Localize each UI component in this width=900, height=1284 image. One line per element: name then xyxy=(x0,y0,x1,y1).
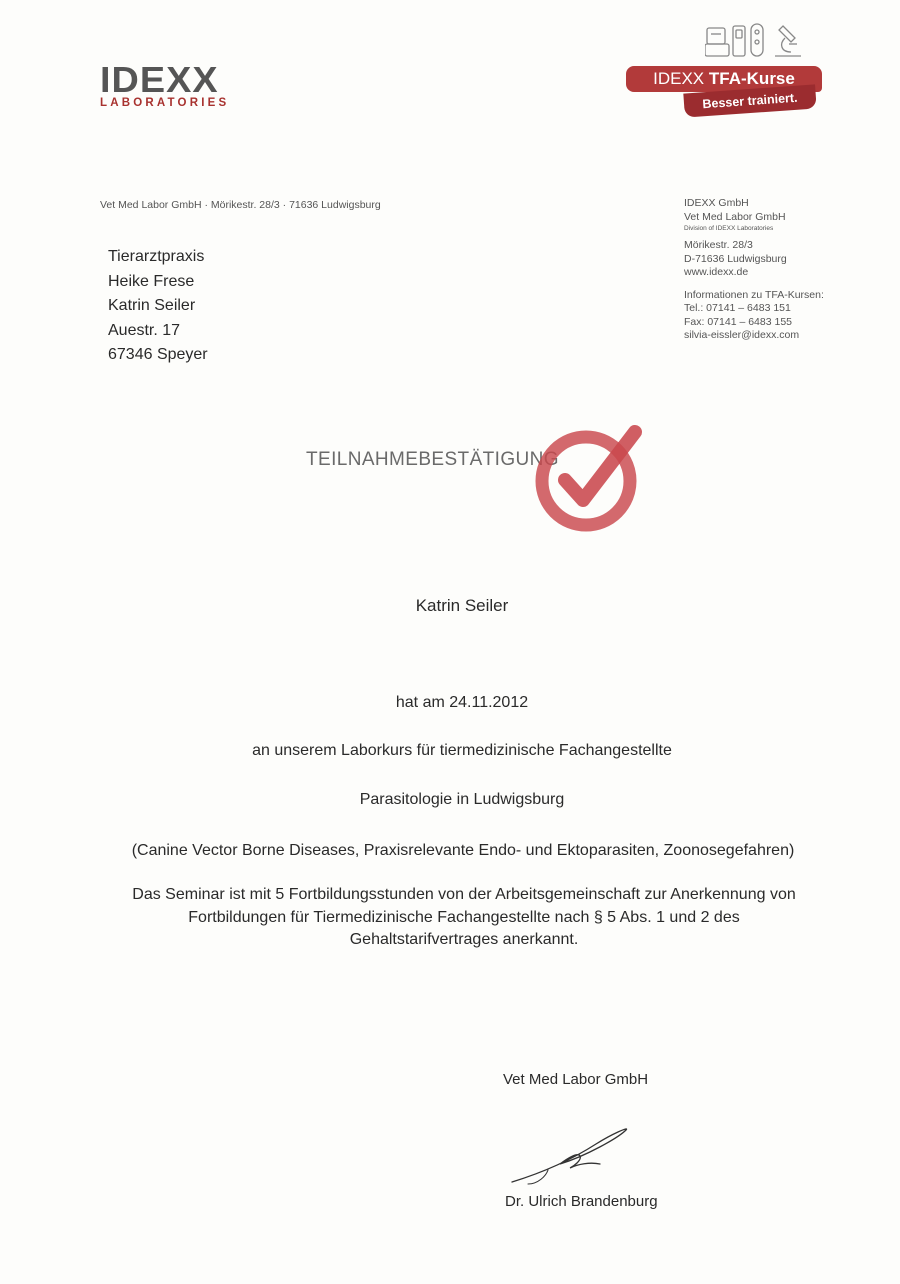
participant-name: Katrin Seiler xyxy=(415,596,509,615)
accreditation-line: Fortbildungen für Tiermedizinische Fachangestellte nach § 5 Abs. 1 und 2 des xyxy=(188,908,740,926)
microscope-icon xyxy=(775,26,801,56)
recipient-line: Tierarztpraxis xyxy=(108,248,205,265)
idexx-logo xyxy=(100,59,230,109)
recipient-line: Heike Frese xyxy=(108,272,195,290)
contact-division: Division of IDEXX Laboratories xyxy=(684,225,774,232)
analyzer-icon xyxy=(733,26,745,56)
contact-company: Vet Med Labor GmbH xyxy=(684,210,786,223)
accreditation-text xyxy=(14,884,900,952)
check-seal-icon xyxy=(533,424,645,541)
contact-info-label: Informationen zu TFA-Kursen: xyxy=(684,288,824,301)
recipient-line: 67346 Speyer xyxy=(108,346,208,363)
tfa-prefix: IDEXX xyxy=(653,69,705,88)
recipient-address xyxy=(108,245,208,368)
signer-name: Dr. Ulrich Brandenburg xyxy=(505,1193,658,1210)
course-topics: (Canine Vector Borne Diseases, Praxisrelevante Endo- und Ektoparasiten, Zoonosegefahren) xyxy=(131,842,795,859)
tfa-tagline: Besser trainiert. xyxy=(683,84,816,117)
contact-city: D-71636 Ludwigsburg xyxy=(684,252,787,265)
contact-web: www.idexx.de xyxy=(684,266,749,278)
course-title: Parasitologie in Ludwigsburg xyxy=(359,791,565,808)
tfa-icons xyxy=(705,22,805,65)
contact-company: IDEXX GmbH xyxy=(684,197,749,209)
document-title: TEILNAHMEBESTÄTIGUNG xyxy=(306,449,559,470)
test-device-icon xyxy=(751,24,763,56)
logo-subtitle: LABORATORIES xyxy=(100,97,230,109)
contact-street: Mörikestr. 28/3 xyxy=(684,239,753,251)
contact-fax: Fax: 07141 – 6483 155 xyxy=(684,315,793,328)
course-date: hat am 24.11.2012 xyxy=(395,694,529,711)
signature xyxy=(508,1122,638,1193)
recipient-line: Auestr. 17 xyxy=(108,321,181,339)
sender-line: Vet Med Labor GmbH · Mörikestr. 28/3 · 71636 Ludwigsburg xyxy=(100,199,381,211)
tfa-title: TFA-Kurse xyxy=(708,69,795,88)
contact-tel: Tel.: 07141 – 6483 151 xyxy=(684,302,791,314)
recipient-line: Katrin Seiler xyxy=(108,297,196,314)
lab-equipment-icon xyxy=(705,28,729,56)
course-description: an unserem Laborkurs für tiermedizinische Fachangestellte xyxy=(252,742,672,759)
accreditation-line: Das Seminar ist mit 5 Fortbildungsstunden von der Arbeitsgemeinschaft zur Anerkennung von xyxy=(132,886,796,903)
contact-email: silvia-eissler@idexx.com xyxy=(684,329,800,341)
contact-block xyxy=(684,197,824,343)
accreditation-line: Gehaltstarifvertrages anerkannt. xyxy=(349,931,579,948)
logo-brand: IDEXX xyxy=(100,59,219,100)
company-name: Vet Med Labor GmbH xyxy=(503,1071,649,1088)
